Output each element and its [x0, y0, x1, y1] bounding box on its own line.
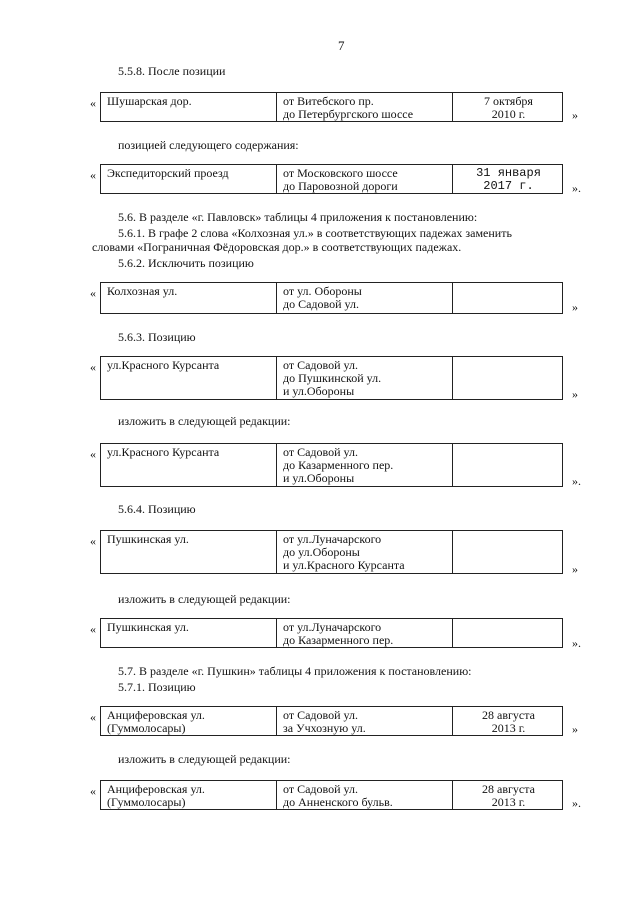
street-name: Анциферовская ул. — [107, 782, 205, 796]
street-alt-name: (Гуммолосары) — [107, 721, 186, 735]
route-to: до ул.Обороны — [283, 545, 360, 559]
route-from: от ул.Луначарского — [283, 620, 382, 634]
table-row-krasnogo-kursanta-new — [100, 443, 563, 487]
para-561-line2: словами «Пограничная Фёдоровская дор.» в соответствующих падежах. — [92, 240, 462, 254]
route-to: до Пушкинской ул. — [283, 371, 382, 385]
quote-open: « — [90, 534, 96, 548]
para-561-line1: 5.6.1. В графе 2 слова «Колхозная ул.» в соответствующих падежах заменить — [118, 226, 512, 240]
quote-close: » — [572, 562, 578, 576]
table-row-antsiferovskaya-old — [100, 706, 563, 736]
table-row-antsiferovskaya-new — [100, 780, 563, 810]
street-name: Анциферовская ул. — [107, 708, 205, 722]
quote-open: « — [90, 286, 96, 300]
route-from: от Садовой ул. — [283, 708, 358, 722]
table-row-pushkinskaya-old — [100, 530, 563, 574]
para-571: 5.7.1. Позицию — [118, 680, 196, 694]
date-year: 2013 г. — [491, 795, 526, 809]
table-row-kolkhoznaya — [100, 282, 563, 314]
add-position-text: позицией следующего содержания: — [118, 138, 299, 152]
date-year: 2013 г. — [491, 721, 526, 735]
route-from: от ул. Обороны — [283, 284, 362, 298]
quote-open: « — [90, 710, 96, 724]
quote-open: « — [90, 168, 96, 182]
edit-text-2: изложить в следующей редакции: — [118, 592, 291, 606]
route-to: до Казарменного пер. — [283, 458, 394, 472]
quote-close: ». — [572, 474, 581, 488]
table-row-ekspeditorsky — [100, 164, 563, 194]
route-from: от Садовой ул. — [283, 358, 358, 372]
quote-close: » — [572, 722, 578, 736]
route-from: от Садовой ул. — [283, 782, 358, 796]
street-name: Шушарская дор. — [107, 94, 192, 108]
quote-open: « — [90, 96, 96, 110]
route-to: до Садовой ул. — [283, 297, 360, 311]
quote-close: » — [572, 300, 578, 314]
quote-open: « — [90, 784, 96, 798]
quote-close: ». — [572, 181, 581, 195]
quote-close: ». — [572, 796, 581, 810]
quote-open: « — [90, 447, 96, 461]
street-name: Пушкинская ул. — [107, 532, 189, 546]
section-57-heading: 5.7. В разделе «г. Пушкин» таблицы 4 приложения к постановлению: — [118, 664, 472, 678]
route-from: от Московского шоссе — [283, 166, 398, 180]
quote-close: » — [572, 387, 578, 401]
route-from: от Садовой ул. — [283, 445, 358, 459]
edit-text-1: изложить в следующей редакции: — [118, 414, 291, 428]
route-to: до Петербургского шоссе — [283, 107, 414, 121]
date-day: 31 января — [476, 166, 541, 180]
street-name: Пушкинская ул. — [107, 620, 189, 634]
street-name: ул.Красного Курсанта — [107, 358, 220, 372]
table-row-shusharskaya — [100, 92, 563, 122]
route-and: и ул.Обороны — [283, 384, 355, 398]
route-to: до Паровозной дороги — [283, 179, 398, 193]
para-562: 5.6.2. Исключить позицию — [118, 256, 254, 270]
route-to: за Учхозную ул. — [283, 721, 366, 735]
route-and: и ул.Красного Курсанта — [283, 558, 405, 572]
date-day: 28 августа — [482, 782, 535, 796]
route-from: от Витебского пр. — [283, 94, 374, 108]
para-564: 5.6.4. Позицию — [118, 502, 196, 516]
date-day: 28 августа — [482, 708, 535, 722]
route-from: от ул.Луначарского — [283, 532, 382, 546]
quote-open: « — [90, 622, 96, 636]
section-56-heading: 5.6. В разделе «г. Павловск» таблицы 4 приложения к постановлению: — [118, 210, 478, 224]
street-name: Колхозная ул. — [107, 284, 178, 298]
edit-text-3: изложить в следующей редакции: — [118, 752, 291, 766]
route-to: до Анненского бульв. — [283, 795, 393, 809]
table-row-krasnogo-kursanta-old — [100, 356, 563, 400]
street-name: Экспедиторский проезд — [107, 166, 229, 180]
date-year: 2017 г. — [483, 179, 534, 193]
section-558-heading: 5.5.8. После позиции — [118, 64, 226, 78]
quote-close: ». — [572, 636, 581, 650]
date-day: 7 октября — [484, 94, 533, 108]
page-number: 7 — [338, 38, 345, 53]
street-alt-name: (Гуммолосары) — [107, 795, 186, 809]
date-year: 2010 г. — [491, 107, 526, 121]
street-name: ул.Красного Курсанта — [107, 445, 220, 459]
route-and: и ул.Обороны — [283, 471, 355, 485]
quote-close: » — [572, 108, 578, 122]
quote-open: « — [90, 360, 96, 374]
table-row-pushkinskaya-new — [100, 618, 563, 648]
para-563: 5.6.3. Позицию — [118, 330, 196, 344]
route-to: до Казарменного пер. — [283, 633, 394, 647]
